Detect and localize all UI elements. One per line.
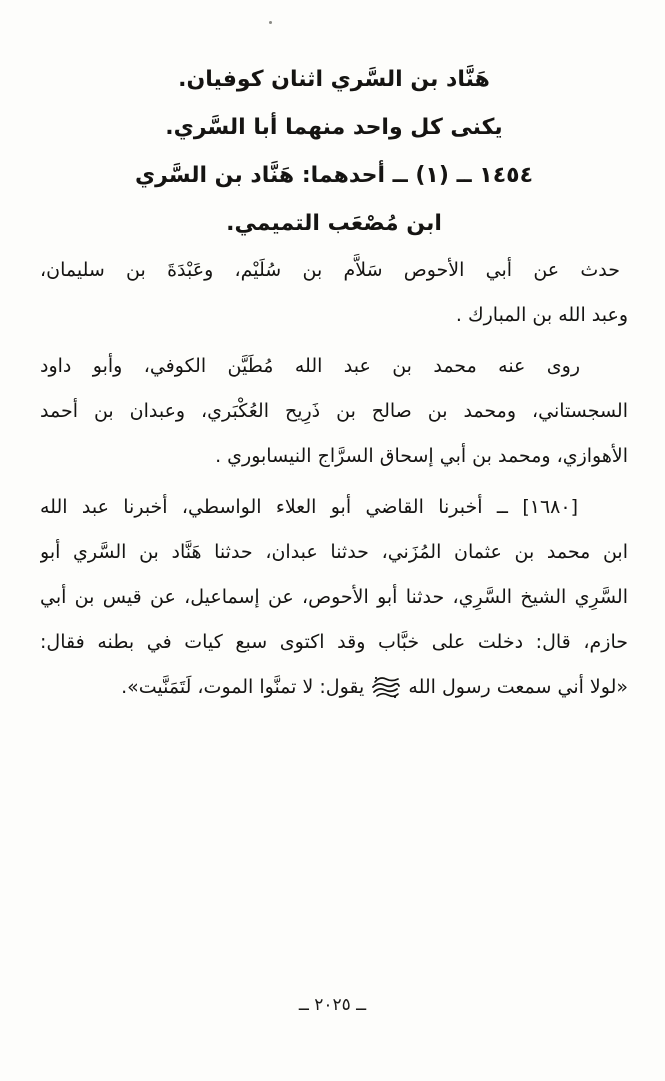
heading-line-3-entry-number: ١٤٥٤ ــ (١) ــ أحدهما: هَنَّاد بن السَّري	[134, 163, 533, 188]
heading-line-2: يكنى كل واحد منهما أبا السَّري.	[165, 115, 503, 140]
body-line: روى عنه محمد بن عبد الله مُطَيَّن الكوفي، وأبو داود	[40, 355, 580, 377]
paragraph-hadith	[40, 485, 628, 710]
body-line: حازم، قال: دخلت على خبَّاب وقد اكتوى سبع كيات في بطنه فقال:	[40, 631, 628, 653]
body-text	[40, 248, 628, 716]
page-number: ــ ٢٠٢٥ ــ	[298, 995, 367, 1015]
heading-line-4: ابن مُصْعَب التميمي.	[226, 211, 442, 236]
sallallahu-alayhi-wasallam-icon	[371, 672, 401, 698]
body-line: السَّرِي الشيخ السَّرِي، حدثنا أبو الأحوص، عن إسماعيل، عن قيس بن أبي	[40, 586, 628, 608]
body-line: وعبد الله بن المبارك .	[455, 304, 628, 326]
body-line: السجستاني، ومحمد بن صالح بن ذَرِيح العُكْبَري، وعبدان بن أحمد	[40, 400, 628, 422]
body-line: ابن محمد بن عثمان المُزَني، حدثنا عبدان، حدثنا هَنَّاد بن السَّري أبو	[40, 541, 628, 563]
body-line: حدث عن أبي الأحوص سَلاَّم بن سُلَيْم، وعَبْدَةَ بن سليمان،	[40, 259, 620, 281]
paragraph-students	[40, 344, 628, 479]
scan-speck	[269, 21, 272, 24]
body-line-hadith-number: [١٦٨٠] ــ أخبرنا القاضي أبو العلاء الواسطي، أخبرنا عبد الله	[40, 496, 578, 518]
entry-headings	[40, 56, 628, 248]
hadith-quote-before: «لولا أني سمعت رسول الله	[402, 676, 628, 698]
hadith-quote-after: يقول: لا تمنَّوا الموت، لَتَمَنَّيت».	[121, 676, 371, 698]
heading-line-1: هَنَّاد بن السَّري اثنان كوفيان.	[178, 67, 490, 92]
paragraph-teachers	[40, 248, 628, 338]
body-line: الأهوازي، ومحمد بن أبي إسحاق السرَّاج النيسابوري .	[215, 445, 628, 467]
body-line-hadith-quote	[40, 665, 628, 710]
